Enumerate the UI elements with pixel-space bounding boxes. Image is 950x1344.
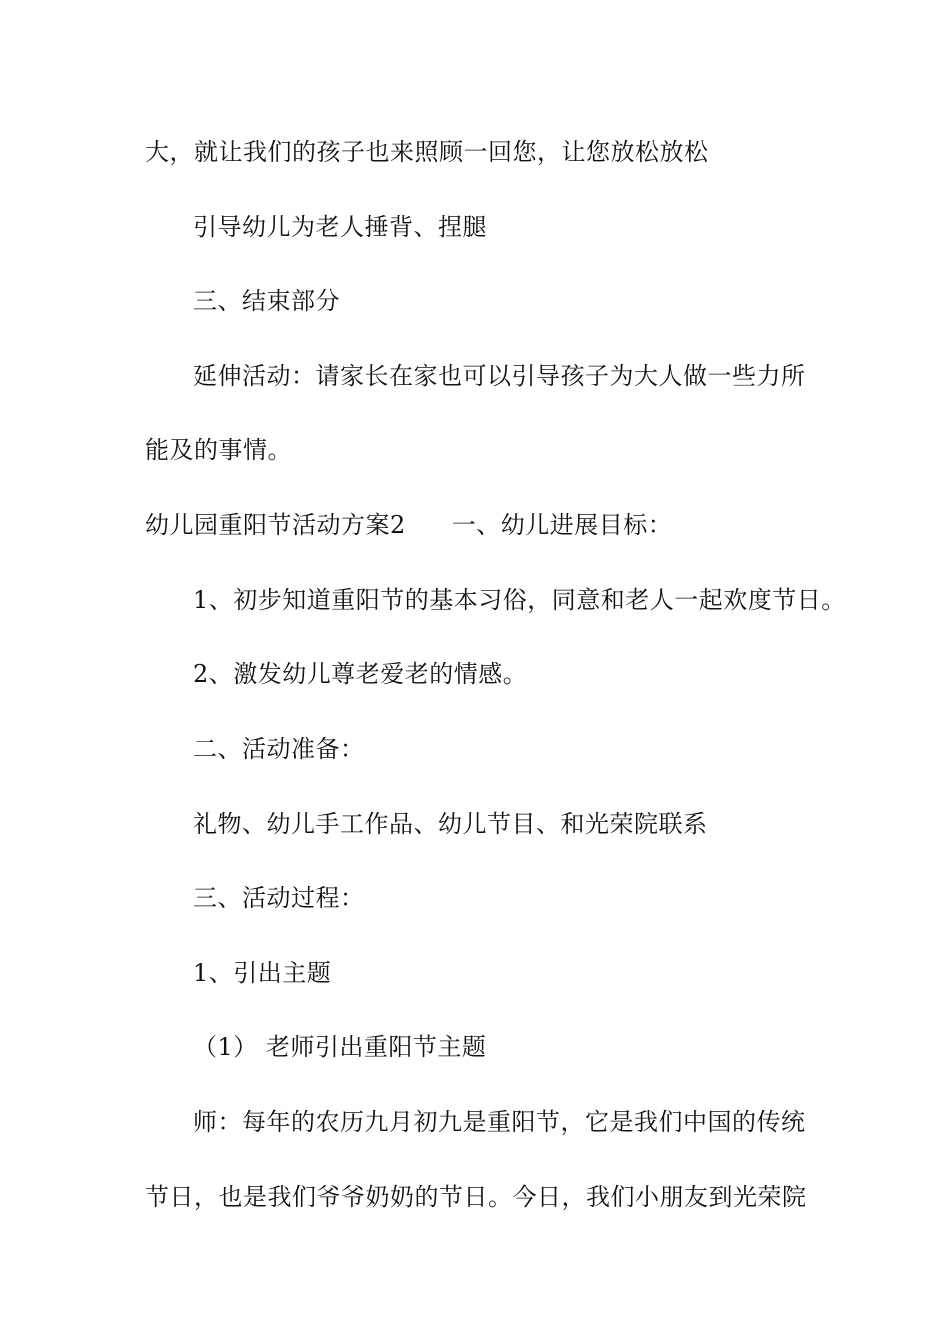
section-heading: 三、结束部分	[193, 287, 340, 315]
heading-line	[145, 510, 672, 540]
paragraph-line: 大，就让我们的孩子也来照顾一回您，让您放松放松	[145, 138, 709, 166]
section-heading: 一、幼儿进展目标：	[451, 511, 673, 539]
list-item: （1） 老师引出重阳节主题	[193, 1033, 487, 1061]
section-heading: 二、活动准备：	[193, 735, 365, 763]
paragraph-line: 引导幼儿为老人捶背、捏腿	[193, 213, 487, 241]
document-title: 幼儿园重阳节活动方案2	[145, 511, 406, 539]
list-item: 2、激发幼儿尊老爱老的情感。	[193, 660, 528, 688]
paragraph-line: 延伸活动：请家长在家也可以引导孩子为大人做一些力所	[193, 362, 806, 390]
list-item: 1、引出主题	[193, 959, 332, 987]
paragraph-line: 礼物、幼儿手工作品、幼儿节目、和光荣院联系	[193, 810, 708, 838]
paragraph-line: 师：每年的农历九月初九是重阳节，它是我们中国的传统	[193, 1108, 806, 1136]
list-item: 1、初步知道重阳节的基本习俗，同意和老人一起欢度节日。	[193, 586, 846, 614]
paragraph-line: 能及的事情。	[145, 436, 292, 464]
section-heading: 三、活动过程：	[193, 884, 365, 912]
paragraph-line: 节日，也是我们爷爷奶奶的节日。今日，我们小朋友到光荣院	[145, 1183, 807, 1211]
